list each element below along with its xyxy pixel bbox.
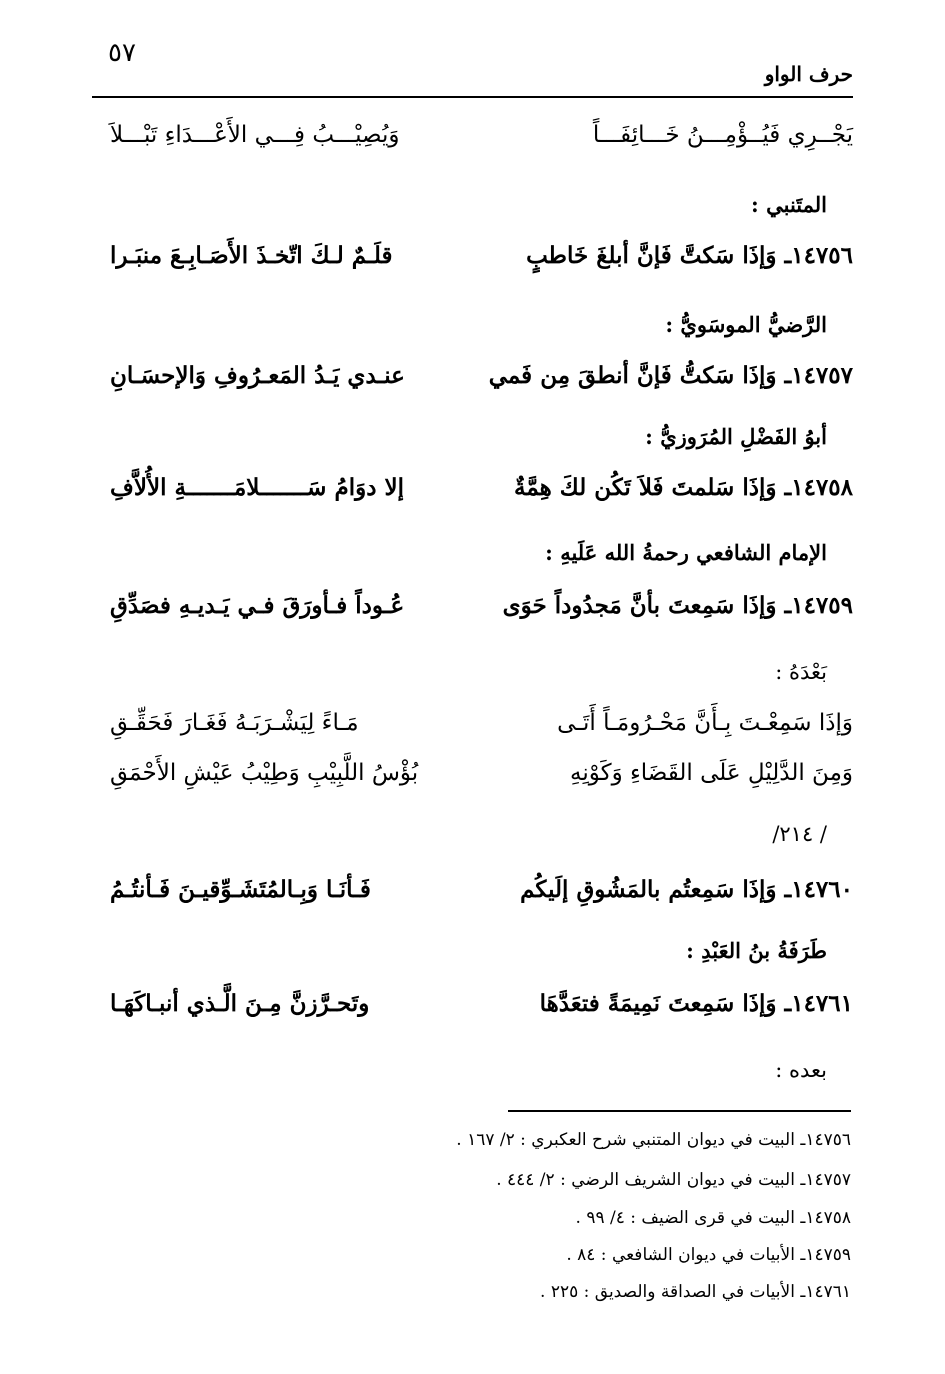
poet-name: طَرَفَةُ بنُ العَبْدِ : xyxy=(686,938,827,963)
page-number: ٥٧ xyxy=(108,38,136,68)
second-hemistich: فَـأنَـا وَبِـالمُتَشَـوِّقيـنَ فَـأنتُـمُ xyxy=(110,876,371,903)
header-rule xyxy=(92,96,853,98)
footnote: ١٤٧٥٨ـ البيت في قرى الضيف : ٤/ ٩٩ . xyxy=(575,1208,851,1228)
poet-name: أبوُ الفَضْلِ المُرَوزيُّ : xyxy=(645,424,827,449)
poet-name: بعده : xyxy=(775,1058,827,1082)
second-hemistich: وَيُصِيْـــبُ فِـــي الأَعْـــدَاءِ تَبْـــلاَ xyxy=(110,122,400,148)
verse-line xyxy=(110,242,853,286)
verse-line xyxy=(110,122,853,166)
poet-name: الرَّضيُّ الموسَويُّ : xyxy=(665,312,827,337)
verse-line xyxy=(110,592,853,636)
volume-reference: / ٢١٤/ xyxy=(772,822,827,846)
verse-line xyxy=(110,990,853,1034)
poet-name: بَعْدَهُ : xyxy=(775,660,827,684)
footnote: ١٤٧٥٩ـ الأبيات في ديوان الشافعي : ٨٤ . xyxy=(566,1245,851,1265)
second-hemistich: إلا دوَامُ سَـــــــلامَـــــــةِ الأُلاَّفِ xyxy=(110,474,404,501)
verse-line xyxy=(110,362,853,406)
second-hemistich: عُـوداً فـأورَقَ فـي يَـديـهِ فصَدِّقِ xyxy=(110,592,405,619)
second-hemistich: مَـاءً لِيَشْـرَبَـهُ فَغَـارَ فَحَقِّـقِ xyxy=(110,710,359,736)
first-hemistich: ١٤٧٥٨ـ وَإذَا سَلمتَ فَلاَ تَكُن لكَ هِمَّةٌ xyxy=(514,474,853,501)
second-hemistich: قلَـمٌ لـكَ اتّخـذَ الأَصَـابِـعَ منبَـرا xyxy=(110,242,393,269)
footnote-rule xyxy=(508,1110,851,1112)
poet-name: المتَنبي : xyxy=(751,192,827,217)
first-hemistich: ١٤٧٥٦ـ وَإذَا سَكتَّ فَإنَّ أبلغَ خَاطبٍ xyxy=(526,242,853,269)
poet-name: الإمام الشافعي رحمةُ الله عَلَيهِ : xyxy=(545,540,827,565)
verse-line xyxy=(110,760,853,804)
footnote: ١٤٧٦١ـ الأبيات في الصداقة والصديق : ٢٢٥ . xyxy=(540,1282,851,1302)
first-hemistich: ١٤٧٥٩ـ وَإذَا سَمِعتَ بأنَّ مَجدُوداً حَوَى xyxy=(502,592,853,619)
first-hemistich: ١٤٧٥٧ـ وَإذَا سَكتُّ فَإنَّ أنطقَ مِن فَمي xyxy=(488,362,853,389)
running-head: حرف الواو xyxy=(764,62,853,86)
verse-line xyxy=(110,474,853,518)
second-hemistich: وتَحـرَّزنَّ مِـنَ الَّـذي أنبـاكَهَـا xyxy=(110,990,370,1017)
first-hemistich: يَجْــرِي فَيُــؤْمِـــنُ خَـــائِفَـــاً xyxy=(592,122,853,148)
first-hemistich: وَإذَا سَمِعْـتَ بِـأَنَّ مَحْـرُومَـاً أَتَـى xyxy=(557,710,853,736)
first-hemistich: وَمِنَ الدَّلِيْلِ عَلَى القَضَاءِ وَكَوْنِهِ xyxy=(570,760,853,786)
footnote: ١٤٧٥٦ـ البيت في ديوان المتنبي شرح العكبري : ٢/ ١٦٧ . xyxy=(456,1130,851,1150)
first-hemistich: ١٤٧٦٠ـ وَإذَا سَمِعتُم بالمَشُوقِ إلَيكُم xyxy=(520,876,853,903)
second-hemistich: بُؤْسُ اللَّبِيْبِ وَطِيْبُ عَيْشِ الأَحْمَقِ xyxy=(110,760,419,786)
first-hemistich: ١٤٧٦١ـ وَإذَا سَمِعتَ نَمِيمَةً فتعَدَّهَا xyxy=(539,990,853,1017)
verse-line xyxy=(110,876,853,920)
footnote: ١٤٧٥٧ـ البيت في ديوان الشريف الرضي : ٢/ ٤٤٤ . xyxy=(496,1170,851,1190)
second-hemistich: عنـدي يَـدُ المَعـرُوفِ وَالإحسَـانِ xyxy=(110,362,405,389)
verse-line xyxy=(110,710,853,754)
